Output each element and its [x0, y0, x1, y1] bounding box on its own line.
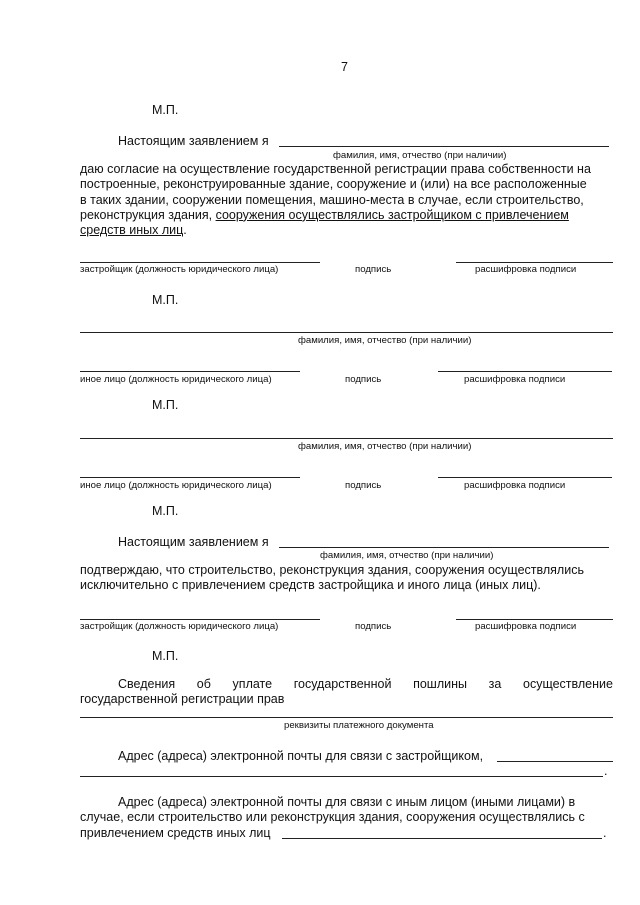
signature-caption: подпись: [355, 621, 392, 632]
signature-caption: подпись: [345, 374, 382, 385]
stamp-label: М.П.: [152, 293, 179, 307]
consent-line: в таких здании, сооружении помещения, машино-места в случае, если строительство,: [80, 192, 584, 207]
email-other-field[interactable]: [282, 838, 602, 839]
other-position-field[interactable]: [80, 371, 300, 372]
fio-field[interactable]: [80, 332, 613, 333]
fio-field[interactable]: [279, 146, 609, 147]
signature-decode-field[interactable]: [438, 477, 612, 478]
consent-line: построенные, реконструированные здание, сооружение и (или) на все расположенные: [80, 177, 587, 192]
email-developer-field[interactable]: [497, 761, 613, 762]
statement-prefix: Настоящим заявлением я: [118, 134, 269, 148]
other-person-caption: иное лицо (должность юридического лица): [80, 374, 272, 385]
decode-caption: расшифровка подписи: [475, 264, 577, 275]
decode-caption: расшифровка подписи: [475, 621, 577, 632]
statement-prefix: Настоящим заявлением я: [118, 535, 269, 549]
stamp-label: М.П.: [152, 103, 179, 117]
other-person-caption: иное лицо (должность юридического лица): [80, 480, 272, 491]
confirm-line: подтверждаю, что строительство, реконструкция здания, сооружения осуществлялись: [80, 563, 584, 577]
page-number: 7: [341, 60, 348, 74]
developer-position-field[interactable]: [80, 262, 320, 263]
other-position-field[interactable]: [80, 477, 300, 478]
confirm-line: исключительно с привлечением средств застройщика и иного лица (иных лиц).: [80, 578, 541, 593]
payment-details-field[interactable]: [80, 717, 613, 718]
consent-line-last: реконструкция здания, сооружения осуществлялись застройщиком с привлечением: [80, 207, 569, 222]
period: .: [603, 826, 607, 840]
payment-caption: реквизиты платежного документа: [284, 720, 434, 731]
signature-caption: подпись: [355, 264, 392, 275]
developer-caption: застройщик (должность юридического лица): [80, 264, 279, 275]
email-developer-label: Адрес (адреса) электронной почты для связи с застройщиком,: [118, 749, 484, 763]
decode-caption: расшифровка подписи: [464, 374, 566, 385]
fio-field[interactable]: [279, 547, 609, 548]
fio-caption: фамилия, имя, отчество (при наличии): [333, 150, 507, 161]
developer-caption: застройщик (должность юридического лица): [80, 621, 279, 632]
signature-decode-field[interactable]: [438, 371, 612, 372]
email-other-line: случае, если строительство или реконструкция здания, сооружения осуществлялись с: [80, 810, 585, 825]
stamp-label: М.П.: [152, 649, 179, 663]
signature-caption: подпись: [345, 480, 382, 491]
consent-paragraph: [80, 162, 613, 238]
confirm-paragraph: [80, 563, 613, 594]
consent-line-end: средств иных лиц.: [80, 223, 187, 238]
fio-field[interactable]: [80, 438, 613, 439]
signature-decode-field[interactable]: [456, 262, 613, 263]
stamp-label: М.П.: [152, 398, 179, 412]
email-other-line: Адрес (адреса) электронной почты для связи с иным лицом (иными лицами) в: [118, 795, 576, 809]
fio-caption: фамилия, имя, отчество (при наличии): [298, 335, 472, 346]
fio-caption: фамилия, имя, отчество (при наличии): [298, 441, 472, 452]
email-other-paragraph: [80, 795, 613, 841]
fee-line-2: государственной регистрации прав: [80, 692, 285, 706]
email-other-line: привлечением средств иных лиц: [80, 825, 271, 840]
fio-caption: фамилия, имя, отчество (при наличии): [320, 550, 494, 561]
decode-caption: расшифровка подписи: [464, 480, 566, 491]
email-developer-field-cont[interactable]: [80, 776, 603, 777]
period: .: [604, 764, 608, 778]
fee-line: Сведения об уплате государственной пошлины за осуществление: [118, 677, 613, 691]
stamp-label: М.П.: [152, 504, 179, 518]
signature-decode-field[interactable]: [456, 619, 613, 620]
developer-position-field[interactable]: [80, 619, 320, 620]
consent-line: даю согласие на осуществление государственной регистрации права собственности на: [80, 162, 591, 176]
